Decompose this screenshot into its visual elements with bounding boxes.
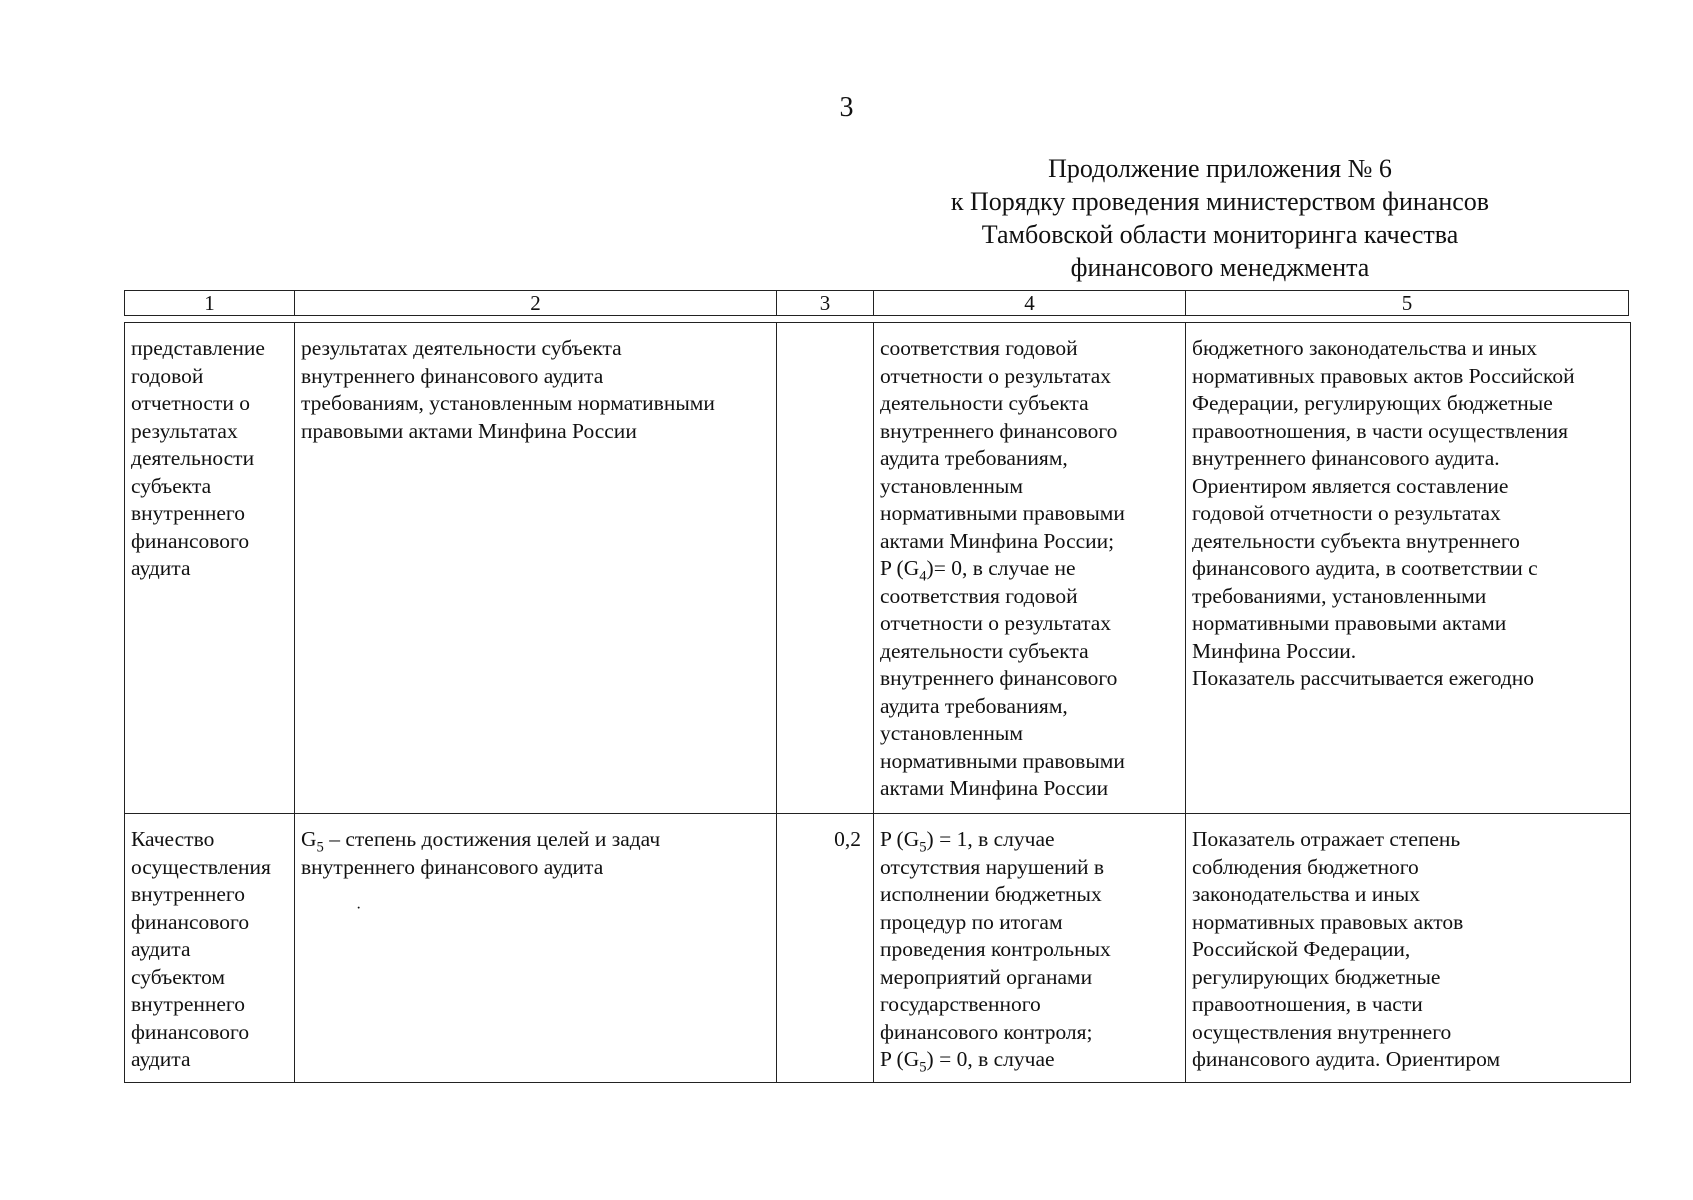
text-fragment: P (G bbox=[880, 556, 920, 580]
page-number: 3 bbox=[839, 92, 854, 123]
cell-text bbox=[874, 323, 1185, 803]
column-number: 2 bbox=[295, 291, 777, 316]
calculation-cell bbox=[874, 814, 1186, 1083]
cell-text: результатах деятельности субъекта внутреннего финансового аудита требованиям, установленным нормативными правовыми актами Минфина России bbox=[301, 336, 715, 443]
subscript: 4 bbox=[919, 568, 927, 585]
text-fragment: G bbox=[301, 827, 317, 851]
subscript: 5 bbox=[919, 839, 927, 856]
cell-text bbox=[874, 814, 1185, 1074]
header-line: Продолжение приложения № 6 bbox=[1048, 154, 1392, 183]
header-line: к Порядку проведения министерством финансов bbox=[950, 187, 1490, 216]
subscript: 5 bbox=[919, 1059, 927, 1076]
column-number: 4 bbox=[874, 291, 1186, 316]
text-fragment: – степень достижения целей и задач внутреннего финансового аудита bbox=[301, 827, 661, 879]
text-fragment: соответствия годовой отчетности о результатах деятельности субъекта внутреннего финансового аудита требованиям, установленным нормативными правовыми актами Минфина России; bbox=[880, 336, 1125, 553]
weight-cell bbox=[777, 323, 874, 814]
table-row bbox=[125, 323, 1631, 814]
scan-speck: · bbox=[356, 900, 362, 917]
cell-text: бюджетного законодательства и иных нормативных правовых актов Российской Федерации, регулирующих бюджетные правоотношения, в части осуществления внутреннего финансового аудита. Ориентиром является составление годовой отчетности о результатах деятельности субъекта внутреннего финансового аудита, в соответствии с требованиями, установленными нормативными правовыми актами Минфина России. Показатель рассчитывается ежегодно bbox=[1192, 336, 1575, 690]
indicator-table bbox=[124, 322, 1631, 1083]
calculation-cell bbox=[874, 323, 1186, 814]
column-number: 5 bbox=[1186, 291, 1629, 316]
header-line: Тамбовской области мониторинга качества bbox=[981, 220, 1459, 249]
table-row bbox=[125, 814, 1631, 1083]
cell-text bbox=[295, 814, 776, 881]
cell-text: представление годовой отчетности о результатах деятельности субъекта внутреннего финансового аудита bbox=[131, 336, 265, 580]
header-line: финансового менеджмента bbox=[1070, 253, 1370, 282]
comment-cell bbox=[1186, 323, 1631, 814]
indicator-name-cell bbox=[125, 323, 295, 814]
text-fragment: P (G bbox=[880, 827, 920, 851]
cell-text: Качество осуществления внутреннего финансового аудита субъектом внутреннего финансового аудита bbox=[131, 827, 271, 1071]
subscript: 5 bbox=[316, 839, 324, 856]
column-number: 3 bbox=[777, 291, 874, 316]
column-number-row bbox=[124, 290, 1629, 316]
text-fragment: ) = 0, в случае bbox=[926, 1047, 1055, 1071]
comment-cell bbox=[1186, 814, 1631, 1083]
indicator-description-cell bbox=[295, 814, 777, 1083]
cell-text: 0,2 bbox=[834, 827, 861, 851]
appendix-header bbox=[940, 152, 1500, 284]
indicator-description-cell bbox=[295, 323, 777, 814]
text-fragment: ) = 1, в случае отсутствия нарушений в исполнении бюджетных процедур по итогам проведения контрольных мероприятий органами государственного финансового контроля; P (G bbox=[880, 827, 1111, 1071]
cell-text bbox=[777, 323, 873, 335]
weight-cell bbox=[777, 814, 874, 1083]
column-number: 1 bbox=[125, 291, 295, 316]
cell-text: Показатель отражает степень соблюдения бюджетного законодательства и иных нормативных правовых актов Российской Федерации, регулирующих бюджетные правоотношения, в части осуществления внутреннего финансового аудита. Ориентиром bbox=[1192, 827, 1501, 1071]
indicator-name-cell bbox=[125, 814, 295, 1083]
text-fragment: )= 0, в случае не соответствия годовой отчетности о результатах деятельности субъекта внутреннего финансового аудита требованиям, установленным нормативными правовыми актами Минфина России bbox=[880, 556, 1125, 800]
